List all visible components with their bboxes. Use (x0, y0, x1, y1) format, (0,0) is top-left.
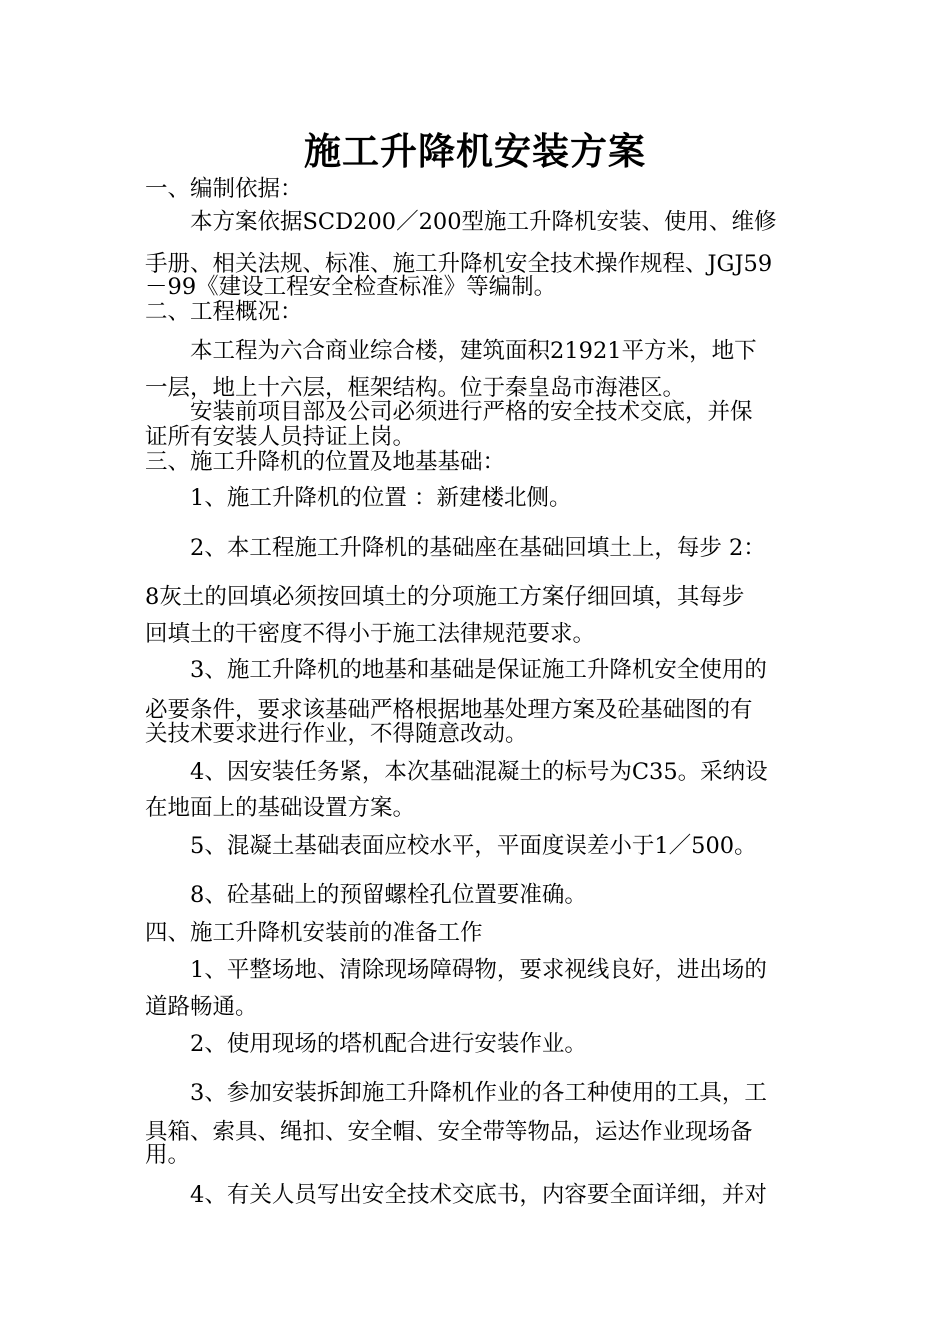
paragraph-line: 在地面上的基础设置方案。 (145, 795, 416, 821)
paragraph-line: 8、砼基础上的预留螺栓孔位置要准确。 (190, 882, 587, 908)
paragraph-line: 关技术要求进行作业，不得随意改动。 (145, 721, 528, 747)
paragraph-line: 4、因安装任务紧，本次基础混凝土的标号为C35。采纳设 (190, 759, 768, 785)
paragraph-line: 道路畅通。 (145, 994, 258, 1020)
section-heading-4: 四、施工升降机安装前的准备工作 (145, 920, 483, 946)
paragraph-line: 1、施工升降机的位置 ：新建楼北侧。 (190, 485, 572, 511)
paragraph-line: 2、使用现场的塔机配合进行安装作业。 (190, 1031, 587, 1057)
paragraph-line: 安装前项目部及公司必须进行严格的安全技术交底，并保 (190, 399, 753, 425)
paragraph-line: 3、施工升降机的地基和基础是保证施工升降机安全使用的 (190, 657, 767, 683)
paragraph-line: 一层，地上十六层，框架结构。位于秦皇岛市海港区。 (145, 375, 686, 401)
paragraph-line: 2、本工程施工升降机的基础座在基础回填土上，每步 2： (190, 535, 766, 561)
section-heading-2: 二、工程概况： (145, 299, 303, 325)
section-heading-3: 三、施工升降机的位置及地基基础： (145, 449, 506, 475)
paragraph-line: 回填土的干密度不得小于施工法律规范要求。 (145, 621, 596, 647)
paragraph-line: 手册、相关法规、标准、施工升降机安全技术操作规程、JGJ59 (145, 251, 773, 277)
paragraph-line: 5、混凝土基础表面应校水平，平面度误差小于1／500。 (190, 833, 757, 859)
paragraph-line: 本方案依据SCD200／200型施工升降机安装、使用、维修 (190, 209, 777, 235)
paragraph-line: 证所有安装人员持证上岗。 (145, 424, 416, 450)
paragraph-line: 必要条件，要求该基础严格根据地基处理方案及砼基础图的有 (145, 697, 753, 723)
paragraph-line: －99《建设工程安全检查标准》等编制。 (145, 274, 557, 300)
paragraph-line: 本工程为六合商业综合楼，建筑面积21921平方米，地下 (190, 338, 757, 364)
paragraph-line: 具箱、索具、绳扣、安全帽、安全带等物品，运达作业现场备 (145, 1119, 753, 1145)
section-heading-1: 一、编制依据： (145, 176, 303, 202)
document-title: 施工升降机安装方案 (304, 129, 646, 173)
paragraph-line: 8灰土的回填必须按回填土的分项施工方案仔细回填，其每步 (145, 584, 745, 610)
paragraph-line: 4、有关人员写出安全技术交底书，内容要全面详细，并对 (190, 1182, 767, 1208)
paragraph-line: 1、平整场地、清除现场障碍物，要求视线良好，进出场的 (190, 957, 767, 983)
paragraph-line: 3、参加安装拆卸施工升降机作业的各工种使用的工具，工 (190, 1080, 767, 1106)
paragraph-line: 用。 (145, 1142, 191, 1168)
